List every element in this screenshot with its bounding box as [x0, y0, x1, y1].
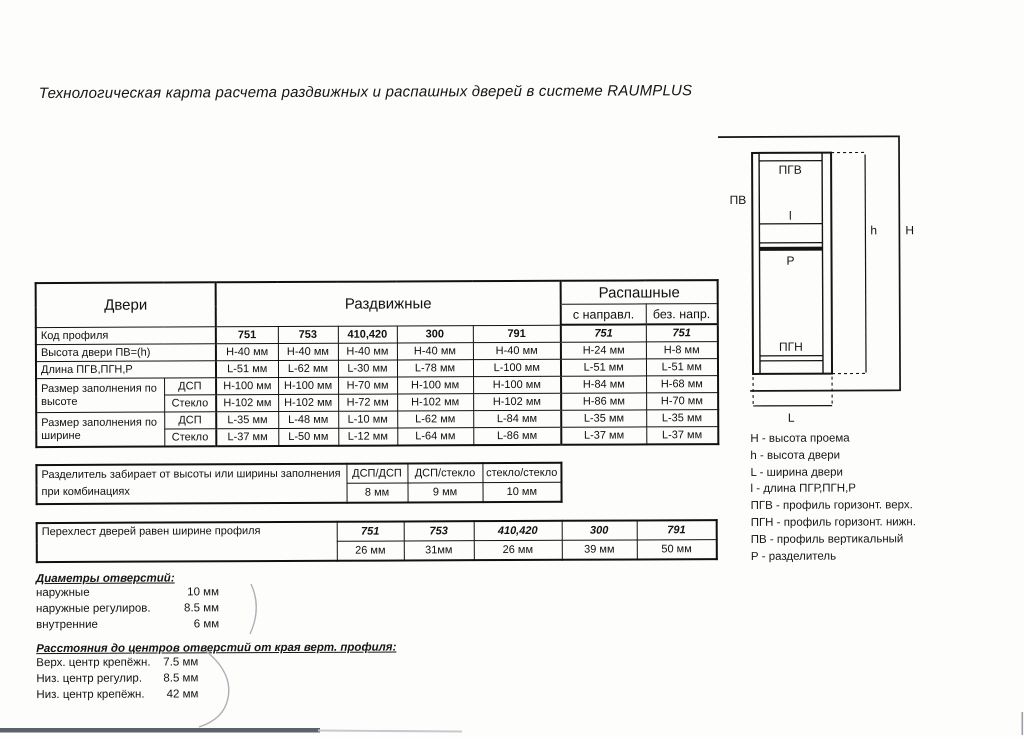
section-heading: Диаметры отверстий:	[36, 572, 219, 585]
label-pgv: ПГВ	[779, 163, 802, 177]
document-title: Технологическая карта расчета раздвижных и распашных дверей в системе RAUMPLUS	[39, 82, 693, 102]
spec-label: Низ. центр крепёжн.	[36, 687, 154, 704]
table-cell: L-50 мм	[278, 428, 338, 446]
table-cell: L-35 мм	[646, 410, 718, 427]
material-label: Стекло	[164, 429, 216, 447]
legend-item: l - длина ПГР,ПГН,Р	[750, 481, 915, 499]
row-label: Разделитель забирает от высоты или ширины заполнения при комбинациях	[36, 464, 346, 504]
table-cell: Н-70 мм	[646, 393, 718, 410]
table-cell: L-37 мм	[646, 427, 718, 445]
table-cell: 26 мм	[337, 541, 404, 561]
label-divider: Р	[786, 254, 794, 268]
table-cell: L-30 мм	[338, 360, 397, 377]
table-cell: L-35 мм	[216, 412, 278, 429]
table-cell: Н-102 мм	[397, 394, 473, 411]
row-label: Длина ПГВ,ПГН,Р	[36, 361, 216, 379]
spec-value: 8.5 мм	[171, 600, 219, 616]
column-header: 791	[637, 520, 717, 540]
table-cell: Н-102 мм	[278, 394, 338, 411]
legend-item: ПГВ - профиль горизонт. верх.	[751, 497, 916, 515]
label-l-length: l	[789, 209, 792, 223]
column-header: 300	[562, 520, 637, 540]
column-header: стекло/стекло	[482, 463, 561, 483]
table-cell: L-35 мм	[561, 410, 646, 427]
table-cell: 8 мм	[347, 483, 408, 503]
pen-mark	[199, 651, 229, 727]
header-sliding: Раздвижные	[216, 281, 561, 327]
table-cell: L-64 мм	[397, 428, 473, 446]
table-cell: 39 мм	[562, 540, 637, 560]
material-label: ДСП	[164, 412, 216, 429]
legend-item: Р - разделитель	[751, 548, 916, 566]
table-cell: 300	[397, 325, 473, 343]
table-cell: Н-100 мм	[397, 377, 473, 394]
spec-value: 6 мм	[171, 616, 219, 632]
spec-value: 7.5 мм	[154, 654, 198, 670]
table-cell: Н-86 мм	[561, 393, 646, 410]
spec-value: 42 мм	[154, 686, 198, 702]
section-heading: Расстояния до центров отверстий от края верт. профиля:	[36, 642, 396, 656]
header-swing: Распашные	[561, 280, 718, 304]
column-header: 751	[337, 521, 404, 541]
row-label: Перехлест дверей равен ширине профиля	[37, 522, 337, 562]
column-header: ДСП/стекло	[407, 463, 482, 483]
table-cell: Н-84 мм	[561, 376, 646, 393]
table-cell: L-86 мм	[473, 427, 561, 445]
table-cell: Н-102 мм	[473, 393, 561, 410]
table-cell: L-62 мм	[278, 360, 338, 377]
column-header: ДСП/ДСП	[346, 463, 407, 483]
table-cell: 50 мм	[637, 540, 717, 560]
table-cell: Н-40 мм	[397, 343, 473, 360]
column-header: 410,420	[474, 521, 562, 541]
table-cell: 9 мм	[408, 483, 483, 503]
spec-label: Верх. центр крепёжн.	[36, 655, 154, 672]
table-cell: L-51 мм	[561, 359, 646, 376]
table-cell: Н-100 мм	[473, 376, 561, 393]
material-label: Стекло	[164, 395, 216, 412]
table-cell: L-48 мм	[278, 411, 338, 428]
header-swing-without-guide: без. напр.	[646, 304, 718, 325]
label-pgn: ПГН	[779, 340, 803, 354]
header-swing-with-guide: с направл.	[561, 304, 646, 325]
column-header: 753	[404, 521, 474, 541]
label-door-width: L	[788, 411, 795, 425]
table-cell: L-100 мм	[473, 359, 561, 376]
row-label: Код профиля	[36, 326, 216, 344]
table-cell: Н-40 мм	[216, 344, 278, 361]
table-cell: 751	[561, 324, 646, 342]
legend-item: ПГН - профиль горизонт. нижн.	[751, 514, 916, 532]
table-cell: Н-24 мм	[561, 342, 646, 359]
table-cell: Н-40 мм	[473, 342, 561, 359]
row-label: Размер заполнения по высоте	[36, 378, 164, 413]
table-cell: Н-72 мм	[338, 394, 397, 411]
label-pv: ПВ	[730, 193, 747, 207]
table-cell: L-10 мм	[338, 411, 397, 428]
legend-item: L - ширина двери	[750, 464, 915, 482]
table-cell: L-51 мм	[216, 361, 278, 378]
legend-item: Н - высота проема	[750, 430, 915, 448]
table-cell: Н-40 мм	[278, 343, 338, 360]
legend-item: h - высота двери	[750, 447, 915, 465]
pen-mark	[250, 584, 256, 634]
legend-item: ПВ - профиль вертикальный	[751, 531, 916, 549]
table-cell: L-84 мм	[473, 410, 561, 427]
spec-label: Низ. центр регулир.	[36, 671, 154, 688]
table-cell: 751	[216, 326, 278, 344]
table-cell: Н-102 мм	[216, 395, 278, 412]
table-cell: 10 мм	[482, 482, 561, 502]
table-cell: L-62 мм	[397, 411, 473, 428]
table-cell: Н-100 мм	[216, 378, 278, 395]
table-cell: Н-68 мм	[646, 376, 718, 393]
table-cell: L-12 мм	[338, 428, 397, 446]
table-cell: Н-8 мм	[646, 342, 718, 359]
table-cell: 751	[646, 324, 718, 342]
table-cell: L-37 мм	[561, 427, 646, 445]
table-cell: 753	[278, 326, 338, 344]
spec-label: наружные	[36, 584, 171, 601]
scan-edge-line	[318, 731, 462, 732]
spec-label: внутренние	[36, 616, 171, 633]
table-cell: 31мм	[404, 541, 474, 561]
label-opening-height: H	[905, 223, 914, 237]
scan-edge-band	[0, 728, 320, 733]
label-door-height: h	[870, 223, 877, 237]
table-cell: 791	[473, 325, 561, 343]
row-label: Размер заполнения по ширине	[36, 412, 164, 447]
table-cell: L-78 мм	[397, 360, 473, 377]
table-cell: L-51 мм	[646, 359, 718, 376]
table-cell: L-37 мм	[216, 429, 278, 447]
spec-value: 10 мм	[171, 584, 219, 600]
scan-edge-right	[1022, 712, 1024, 735]
table-cell: Н-100 мм	[278, 377, 338, 394]
spec-label: наружные регулиров.	[36, 600, 171, 617]
table-cell: 26 мм	[474, 540, 562, 560]
table-cell: Н-70 мм	[338, 377, 397, 394]
row-label: Высота двери ПВ=(h)	[36, 344, 216, 362]
table-cell: Н-40 мм	[338, 343, 397, 360]
material-label: ДСП	[164, 378, 216, 395]
header-doors: Двери	[36, 282, 216, 327]
spec-value: 8.5 мм	[154, 670, 198, 686]
table-cell: 410,420	[338, 326, 397, 344]
